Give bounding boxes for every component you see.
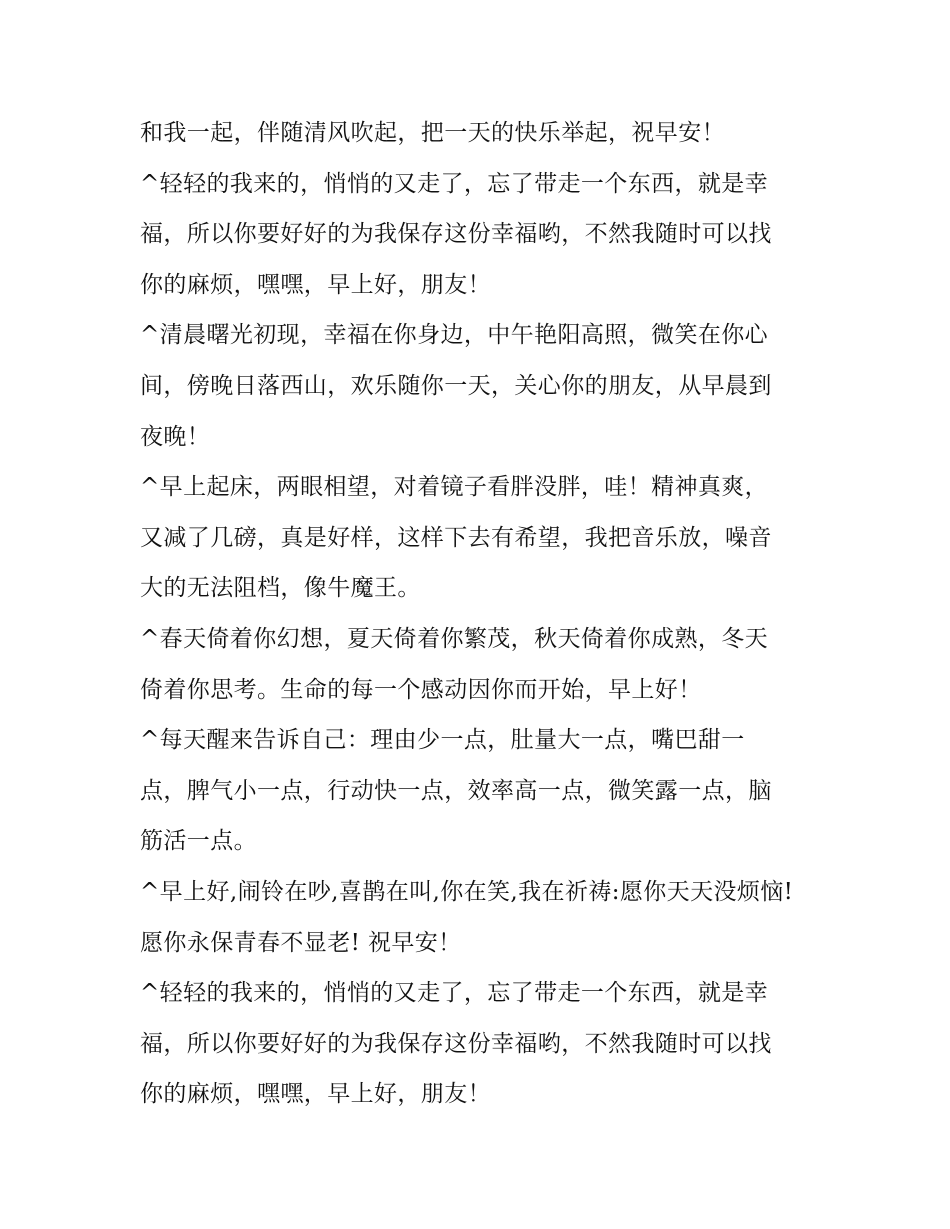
text-line: 你的麻烦，嘿嘿，早上好，朋友！ [140, 1081, 491, 1108]
text-line: ^轻轻的我来的，悄悄的又走了，忘了带走一个东西，就是幸 [140, 980, 769, 1007]
text-line: 间，傍晚日落西山，欢乐随你一天，关心你的朋友，从早晨到 [140, 372, 772, 399]
text-line: 福，所以你要好好的为我保存这份幸福哟，不然我随时可以找 [140, 1030, 772, 1057]
text-line: 夜晚！ [140, 423, 211, 450]
text-line: ^春天倚着你幻想，夏天倚着你繁茂，秋天倚着你成熟，冬天 [140, 625, 769, 652]
text-line: 和我一起，伴随清风吹起，把一天的快乐举起，祝早安！ [140, 120, 725, 146]
text-line: 又减了几磅，真是好样，这样下去有希望，我把音乐放，噪音 [140, 524, 772, 551]
text-line: 筋活一点。 [140, 828, 257, 855]
text-line: 愿你永保青春不显老! 祝早安！ [140, 929, 462, 956]
text-line: ^清晨曙光初现，幸福在你身边，中午艳阳高照，微笑在你心 [140, 322, 769, 349]
text-line: 福，所以你要好好的为我保存这份幸福哟，不然我随时可以找 [140, 221, 772, 248]
text-line: 大的无法阻档，像牛魔王。 [140, 575, 421, 602]
text-line: ^轻轻的我来的，悄悄的又走了，忘了带走一个东西，就是幸 [140, 170, 769, 197]
text-line: 倚着你思考。生命的每一个感动因你而开始，早上好！ [140, 676, 702, 703]
text-line: ^早上好,闹铃在吵,喜鹊在叫,你在笑,我在祈祷:愿你天天没烦恼! [140, 878, 794, 905]
document-body [140, 108, 820, 1120]
text-line: ^早上起床，两眼相望，对着镜子看胖没胖，哇！精神真爽， [140, 474, 769, 501]
text-line: ^每天醒来告诉自己：理由少一点，肚量大一点，嘴巴甜一 [140, 727, 745, 754]
text-line: 点，脾气小一点，行动快一点，效率高一点，微笑露一点，脑 [140, 777, 772, 804]
text-line: 你的麻烦，嘿嘿，早上好，朋友！ [140, 271, 491, 298]
